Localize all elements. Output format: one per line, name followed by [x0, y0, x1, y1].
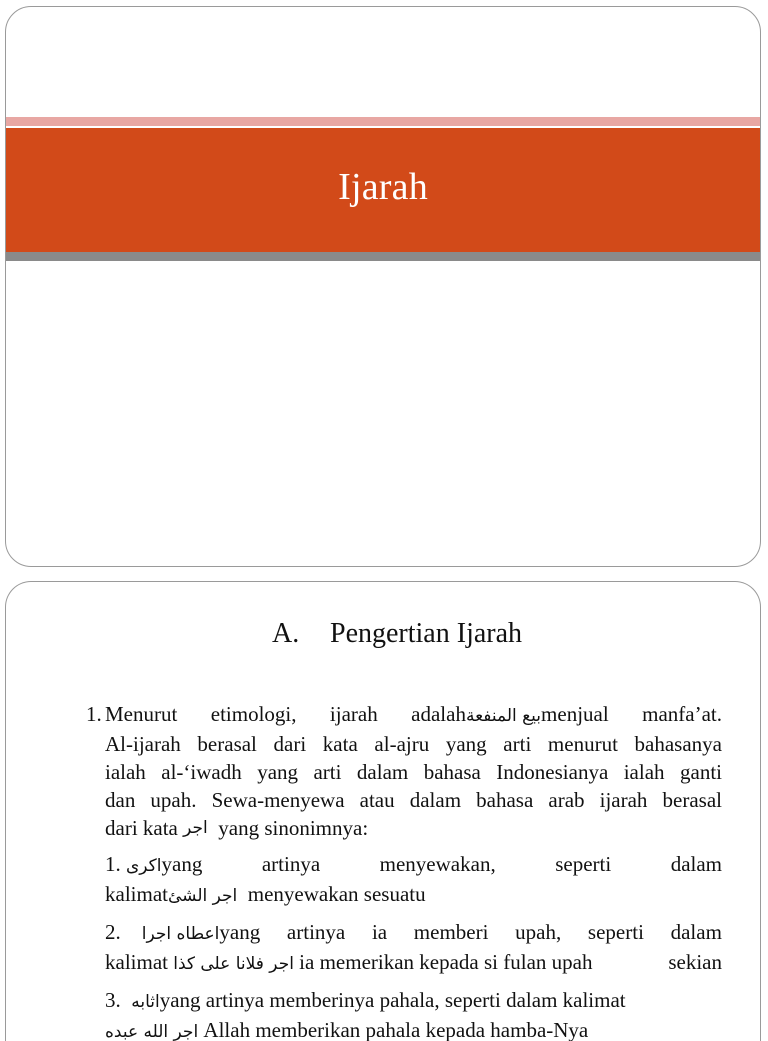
word: Menurut: [105, 702, 178, 726]
word: dari kata: [105, 816, 178, 840]
arabic-term: اجر الشئ: [167, 886, 238, 906]
title-slide: [5, 6, 761, 567]
paragraph-1-line-2: Al-ijarah berasal dari kata al-ajru yang arti menurut bahasanya: [105, 732, 722, 756]
title-band-bottom-stripe: [6, 252, 760, 261]
word: artinya: [261, 852, 321, 876]
word: sekian: [668, 950, 722, 974]
word: etimologi,: [210, 702, 297, 726]
synonym-2-line-2: [105, 948, 722, 978]
word: ijarah: [329, 702, 378, 726]
word: yang sinonimnya:: [218, 816, 369, 840]
synonym-3-text: yang artinya memberinya pahala, seperti dalam kalimat: [159, 988, 626, 1012]
arabic-term: اجر الله عبده: [105, 1022, 199, 1041]
word: kalimat: [105, 882, 168, 906]
arabic-term: اجر: [183, 818, 208, 838]
word: ia: [371, 920, 388, 944]
slide-title: Ijarah: [338, 166, 428, 208]
paragraph-1-line-5: [105, 814, 722, 842]
arabic-term: اثابه: [131, 992, 160, 1012]
word: memberi: [413, 920, 489, 944]
slide-body: [86, 700, 722, 1041]
word: ia memerikan kepada si fulan upah: [299, 950, 593, 974]
synonym-3-line-1: [105, 986, 722, 1016]
word: adalah: [411, 702, 466, 726]
arabic-term: اجر فلانا على كذا: [173, 954, 294, 974]
word: menjual: [541, 702, 609, 726]
arabic-term: اعطاه اجرا: [141, 924, 220, 944]
synonym-3: [86, 986, 722, 1041]
paragraph-1-line-4: dan upah. Sewa-menyewa atau dalam bahasa arab ijarah berasal: [105, 788, 722, 812]
section-heading-number: A.: [272, 618, 300, 649]
word: seperti: [587, 920, 644, 944]
synonym-3-line-2: [105, 1016, 722, 1041]
paragraph-1-line-1: [105, 700, 722, 730]
synonym-2-line-1: [105, 918, 722, 948]
section-heading-text: Pengertian Ijarah: [330, 618, 523, 649]
word: yang: [161, 852, 203, 876]
paragraph-1-number: 1.: [86, 702, 102, 726]
word: seperti: [555, 852, 612, 876]
title-band: [6, 128, 760, 252]
arabic-term: بيع المنفعة: [465, 706, 542, 726]
word: kalimat: [105, 950, 168, 974]
synonym-number: 1.: [105, 852, 121, 876]
arabic-term: اكرى: [126, 856, 162, 876]
section-heading: [272, 618, 522, 650]
synonym-2: [86, 918, 722, 978]
title-band-top-stripe: [6, 117, 760, 126]
content-slide: [5, 581, 761, 1041]
word: menyewakan sesuatu: [247, 882, 426, 906]
synonym-number: 2.: [105, 920, 121, 944]
synonym-1-line-1: [105, 850, 722, 880]
word: dalam: [670, 852, 722, 876]
word: dalam: [670, 920, 722, 944]
synonym-1: [86, 850, 722, 910]
word: artinya: [286, 920, 346, 944]
synonym-1-line-2: [105, 880, 722, 910]
word: manfa’at.: [642, 702, 722, 726]
word: upah,: [515, 920, 562, 944]
word: menyewakan,: [379, 852, 496, 876]
paragraph-1: [86, 700, 722, 842]
paragraph-1-line-3: ialah al-‘iwadh yang arti dalam bahasa Indonesianya ialah ganti: [105, 760, 722, 784]
word: Allah memberikan pahala kepada hamba-Nya: [203, 1018, 589, 1041]
word: yang: [219, 920, 261, 944]
synonym-number: 3.: [105, 988, 121, 1012]
